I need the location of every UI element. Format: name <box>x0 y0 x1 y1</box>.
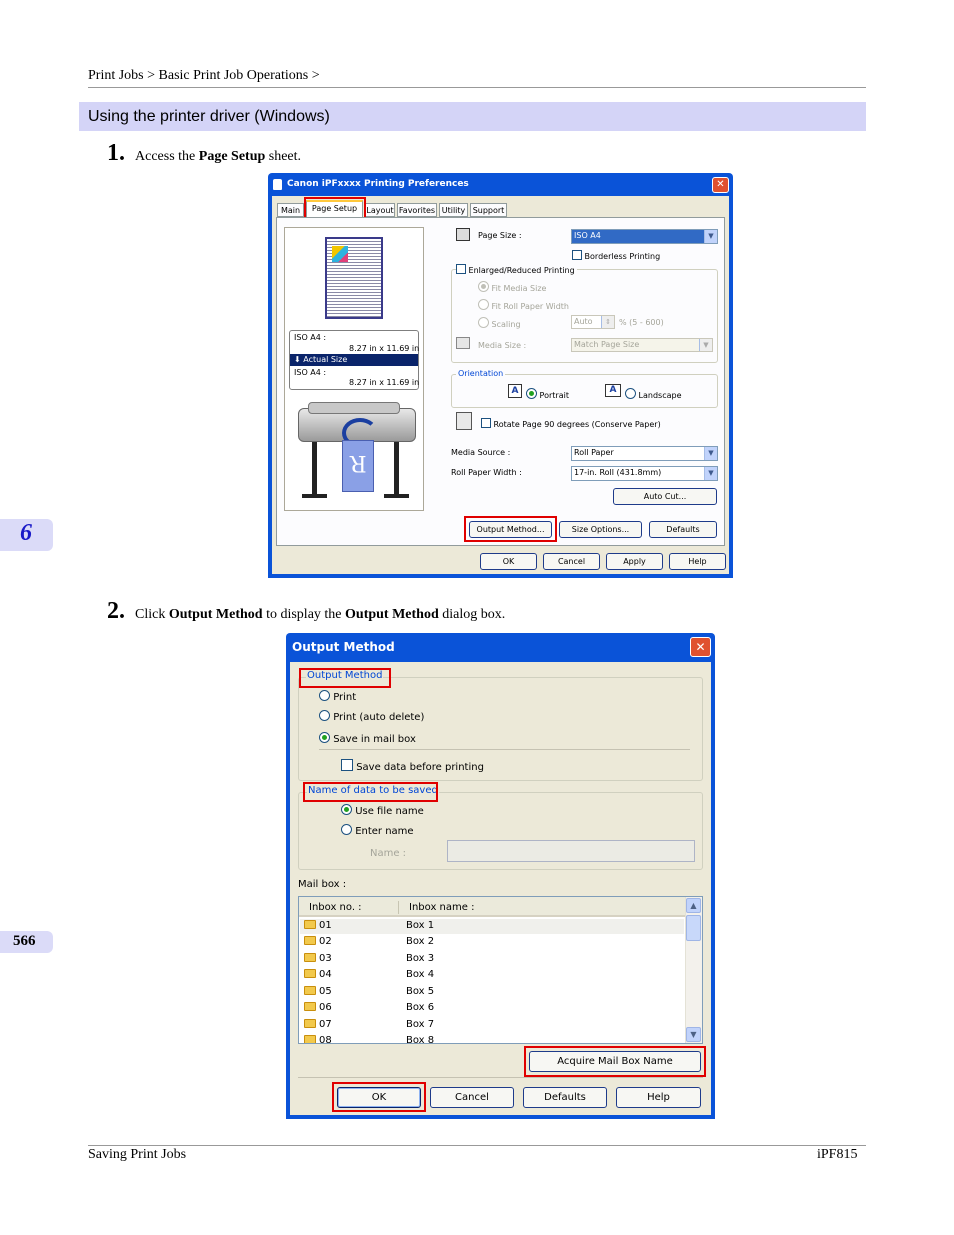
chapter-number: 6 <box>20 520 32 546</box>
folder-icon <box>304 986 316 995</box>
page-size-value: ISO A4 <box>574 231 601 240</box>
fit-media-label: Fit Media Size <box>491 284 547 293</box>
output-method-group-label: Output Method <box>307 670 383 681</box>
inbox-no: 08 <box>319 1035 332 1043</box>
output-ok-button[interactable]: OK <box>337 1087 421 1108</box>
tab-favorites[interactable]: Favorites <box>397 203 437 217</box>
step-2-number: 2. <box>107 598 125 624</box>
size-options-button[interactable]: Size Options... <box>559 521 642 538</box>
column-header-inbox-name[interactable]: Inbox name : <box>409 902 475 913</box>
page-size-icon <box>456 228 470 241</box>
use-file-name-label: Use file name <box>355 806 424 817</box>
prefs-apply-button[interactable]: Apply <box>606 553 663 570</box>
landscape-radio[interactable] <box>625 388 682 400</box>
printer-illustration <box>290 398 420 503</box>
inbox-no: 01 <box>319 920 332 931</box>
landscape-icon: A <box>605 384 621 397</box>
output-cancel-button[interactable]: Cancel <box>430 1087 514 1108</box>
folder-icon <box>304 1035 316 1043</box>
media-source-label: Media Source : <box>451 448 511 457</box>
table-row-name: Box 1 <box>406 920 435 931</box>
preview-line1-left: ISO A4 : <box>294 333 327 342</box>
folder-icon <box>304 953 316 962</box>
prefs-defaults-button[interactable]: Defaults <box>649 521 717 538</box>
rotate-page-icon <box>456 412 472 430</box>
landscape-label: Landscape <box>638 391 682 400</box>
tab-utility[interactable]: Utility <box>439 203 468 217</box>
media-source-value: Roll Paper <box>574 448 614 457</box>
inbox-no: 04 <box>319 969 332 980</box>
folder-icon <box>304 1002 316 1011</box>
fit-media-radio[interactable] <box>478 281 546 293</box>
printer-top-cover <box>308 402 400 414</box>
preferences-close-button[interactable]: ✕ <box>712 177 729 193</box>
checkbox-icon <box>456 264 466 274</box>
scaling-value: Auto <box>574 317 593 326</box>
radio-icon <box>319 690 330 701</box>
prefs-ok-button[interactable]: OK <box>480 553 537 570</box>
portrait-label: Portrait <box>539 391 569 400</box>
roll-width-label: Roll Paper Width : <box>451 468 522 477</box>
table-row[interactable] <box>304 936 332 947</box>
preferences-title: Canon iPFxxxx Printing Preferences <box>287 179 469 189</box>
folder-icon <box>304 920 316 929</box>
output-help-button[interactable]: Help <box>616 1087 701 1108</box>
step-1-number: 1. <box>107 140 125 166</box>
table-row[interactable] <box>304 1035 332 1043</box>
acquire-mailbox-name-button[interactable]: Acquire Mail Box Name <box>529 1051 701 1072</box>
tab-main[interactable]: Main <box>277 203 304 217</box>
radio-icon <box>478 317 489 328</box>
preview-line2-right: 8.27 in x 11.69 in <box>349 378 420 387</box>
media-size-select[interactable] <box>571 338 713 352</box>
folder-icon <box>304 969 316 978</box>
footer-rule <box>88 1145 866 1146</box>
media-size-label: Media Size : <box>478 341 527 350</box>
roll-width-select[interactable] <box>571 466 718 481</box>
printer-leg-right <box>394 442 399 497</box>
step-2-mid: to display the <box>262 607 346 622</box>
auto-cut-button[interactable]: Auto Cut... <box>613 488 717 505</box>
printer-foot-left <box>302 494 327 498</box>
chevron-down-icon: ▼ <box>704 467 717 480</box>
checkbox-icon <box>341 759 353 771</box>
printer-leg-left <box>312 442 317 497</box>
actual-size-row <box>290 354 418 366</box>
step-1-text <box>135 149 301 165</box>
table-row-name: Box 2 <box>406 936 435 947</box>
radio-icon <box>341 804 352 815</box>
table-row-name: Box 8 <box>406 1035 435 1043</box>
section-title: Using the printer driver (Windows) <box>88 108 330 125</box>
table-row[interactable] <box>304 1002 332 1013</box>
folder-icon <box>304 936 316 945</box>
save-before-printing-label: Save data before printing <box>356 762 484 773</box>
chevron-down-icon: ▼ <box>704 447 717 460</box>
printed-sheet-letter: R <box>350 450 367 475</box>
save-before-printing-checkbox[interactable] <box>341 759 484 773</box>
borderless-label: Borderless Printing <box>584 252 661 261</box>
media-size-icon <box>456 337 470 349</box>
enter-name-radio[interactable] <box>341 824 414 837</box>
breadcrumb: Print Jobs > Basic Print Job Operations > <box>88 68 320 83</box>
checkbox-icon <box>481 418 491 428</box>
media-size-value: Match Page Size <box>574 340 640 349</box>
name-of-data-group-label: Name of data to be saved <box>308 785 438 796</box>
table-row-name: Box 3 <box>406 953 435 964</box>
scaling-range: % (5 - 600) <box>619 318 664 327</box>
chevron-down-icon: ▼ <box>704 230 717 243</box>
checkbox-icon <box>572 250 582 260</box>
footer-left: Saving Print Jobs <box>88 1147 187 1162</box>
page-size-label: Page Size : <box>478 231 522 240</box>
name-label: Name : <box>370 848 407 859</box>
printer-foot-right <box>384 494 409 498</box>
fit-roll-label: Fit Roll Paper Width <box>491 302 569 311</box>
radio-icon <box>478 281 489 292</box>
page-number: 566 <box>13 933 36 949</box>
mailbox-list <box>298 896 703 1044</box>
enlarged-checkbox[interactable] <box>456 264 577 275</box>
print-auto-delete-radio[interactable] <box>319 710 424 723</box>
step-2-bold: Output Method <box>168 607 263 622</box>
output-method-title: Output Method <box>292 640 395 654</box>
step-2-text <box>135 607 505 623</box>
inbox-no: 05 <box>319 986 332 997</box>
footer-right: iPF815 <box>817 1147 858 1162</box>
inbox-no: 02 <box>319 936 332 947</box>
page-size-select[interactable] <box>571 229 718 244</box>
rotate-label: Rotate Page 90 degrees (Conserve Paper) <box>493 420 661 429</box>
name-input[interactable] <box>447 840 695 862</box>
enlarged-label: Enlarged/Reduced Printing <box>468 266 575 275</box>
tab-support[interactable]: Support <box>470 203 507 217</box>
rotate-checkbox[interactable] <box>481 418 661 429</box>
radio-icon <box>625 388 636 399</box>
inbox-no: 03 <box>319 953 332 964</box>
preview-line2-left: ISO A4 : <box>294 368 327 377</box>
step-2-post: dialog box. <box>438 607 506 622</box>
enter-name-label: Enter name <box>355 826 414 837</box>
prefs-cancel-button[interactable]: Cancel <box>543 553 600 570</box>
down-arrow-icon: ⬇ <box>294 355 304 364</box>
step-1-post: sheet. <box>265 149 302 164</box>
scroll-thumb[interactable] <box>686 915 701 941</box>
save-in-mailbox-label: Save in mail box <box>333 734 416 745</box>
print-auto-delete-label: Print (auto delete) <box>333 712 425 723</box>
table-row-name: Box 7 <box>406 1019 435 1030</box>
inbox-no: 07 <box>319 1019 332 1030</box>
inbox-no: 06 <box>319 1002 332 1013</box>
prefs-help-button[interactable]: Help <box>669 553 726 570</box>
print-radio[interactable] <box>319 690 356 703</box>
spinner-icon: ⇕ <box>601 316 614 328</box>
borderless-checkbox[interactable] <box>572 250 660 261</box>
dialog-bottom-divider <box>298 1077 703 1078</box>
preview-picture-icon <box>332 246 348 262</box>
step-1-bold: Page Setup <box>198 149 266 164</box>
selected-row-background <box>300 919 684 934</box>
scroll-down-icon[interactable]: ▼ <box>686 1027 701 1042</box>
output-group-divider <box>319 749 690 750</box>
table-row-name: Box 5 <box>406 986 435 997</box>
scroll-up-icon[interactable]: ▲ <box>686 898 701 913</box>
column-divider <box>398 901 399 914</box>
radio-icon <box>526 388 537 399</box>
output-defaults-button[interactable]: Defaults <box>523 1087 607 1108</box>
list-clip <box>299 1035 685 1043</box>
column-header-inbox-no[interactable]: Inbox no. : <box>309 902 362 913</box>
header-rule <box>88 87 866 88</box>
tab-page-setup[interactable]: Page Setup <box>306 200 363 218</box>
output-method-button[interactable]: Output Method... <box>469 521 552 538</box>
table-row-name: Box 4 <box>406 969 435 980</box>
portrait-icon: A <box>508 384 522 398</box>
output-close-button[interactable]: ✕ <box>690 637 711 657</box>
printer-icon <box>273 179 282 190</box>
media-source-select[interactable] <box>571 446 718 461</box>
tab-layout[interactable]: Layout <box>365 203 395 217</box>
mail-box-label: Mail box : <box>298 879 347 890</box>
table-row[interactable] <box>304 986 332 997</box>
table-row[interactable] <box>304 1019 332 1030</box>
actual-size-label: Actual Size <box>303 355 348 364</box>
orientation-label: Orientation <box>458 369 504 378</box>
table-row[interactable] <box>304 969 332 980</box>
step-2-bold2: Output Method <box>345 607 439 622</box>
chevron-down-icon: ▼ <box>699 339 712 351</box>
step-2-pre: Click <box>135 607 169 622</box>
fit-roll-radio[interactable] <box>478 299 569 311</box>
radio-icon <box>478 299 489 310</box>
step-1-pre: Access the <box>135 149 199 164</box>
roll-width-value: 17-in. Roll (431.8mm) <box>574 468 662 477</box>
preview-line1-right: 8.27 in x 11.69 in <box>349 344 420 353</box>
scaling-label: Scaling <box>491 320 521 329</box>
use-file-name-radio[interactable] <box>341 804 424 817</box>
table-row[interactable] <box>304 920 332 931</box>
folder-icon <box>304 1019 316 1028</box>
scaling-radio[interactable] <box>478 317 521 329</box>
radio-icon <box>319 710 330 721</box>
save-in-mailbox-radio[interactable] <box>319 732 416 745</box>
print-label: Print <box>333 692 357 703</box>
portrait-radio[interactable] <box>526 388 569 400</box>
scaling-spinner[interactable] <box>571 315 615 329</box>
table-row[interactable] <box>304 953 332 964</box>
table-row-name: Box 6 <box>406 1002 435 1013</box>
radio-icon <box>341 824 352 835</box>
radio-icon <box>319 732 330 743</box>
